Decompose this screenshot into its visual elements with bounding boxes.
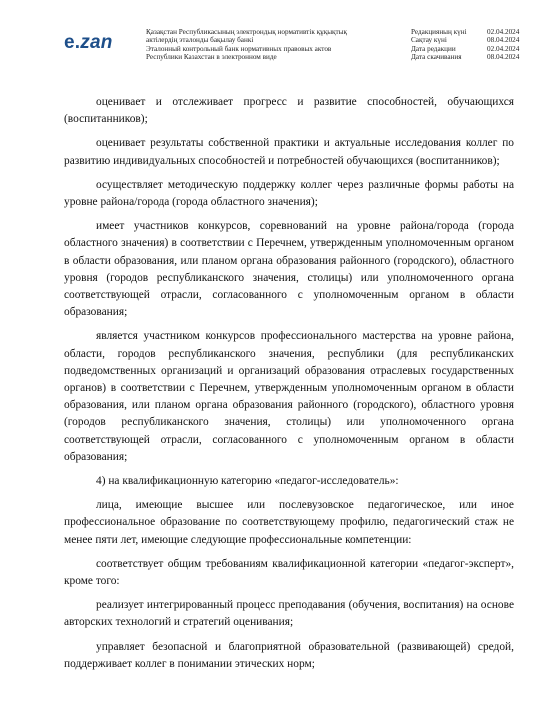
date-row: Сақтау күні 08.04.2024: [411, 36, 520, 45]
date-row: Редакцияның күні 02.04.2024: [411, 28, 520, 36]
document-body: [64, 94, 514, 680]
bank-title-line: Республики Казахстан в электронном виде: [146, 52, 277, 61]
document-dates: [411, 28, 531, 61]
paragraph: оценивает результаты собственной практики и актуальные исследования коллег по развитию индивидуальных способностей и потребностей обучающихся (воспитанников);: [64, 137, 514, 167]
bank-title-line: Эталонный контрольный банк нормативных правовых актов: [146, 44, 332, 53]
paragraph: лица, имеющие высшее или послевузовское педагогическое, или иное профессиональное образование по соответствующему профилю, педагогический стаж не менее пяти лет, имеющие следующие профессиональные компетенции:: [64, 499, 514, 546]
document-header: [0, 0, 557, 70]
date-row: Дата редакции 02.04.2024: [411, 44, 520, 53]
paragraph: является участником конкурсов профессионального мастерства на уровне района, области, городов республиканского значения, республики (для республиканских подведомственных организаций и организаций образования отраслевых государственных органов) в соответствии с Перечнем, утвержденным уполномоченным органом в области образования, или планом органа образования районного (городского), областного уровня (городов республиканского значения, столицы) или уполномоченного органа соответствующей отрасли, согласованного с уполномоченным органом в области образования;: [64, 330, 514, 463]
paragraph: имеет участников конкурсов, соревнований на уровне района/города (города областного значения) в соответствии с Перечнем, утвержденным уполномоченным органом в области образования, или планом органа образования районного (городского), областного уровня (городов республиканского значения, столицы) или уполномоченного органа соответствующей отрасли, согласованного с уполномоченным органом в области образования;: [64, 220, 514, 319]
paragraph: оценивает и отслеживает прогресс и развитие способностей, обучающихся (воспитанников);: [64, 96, 514, 126]
paragraph: 4) на квалификационную категорию «педагог-исследователь»:: [96, 475, 399, 488]
paragraph: реализует интегрированный процесс преподавания (обучения, воспитания) на основе авторских технологий и стратегий оценивания;: [64, 599, 514, 629]
paragraph: соответствует общим требованиям квалификационной категории «педагог-эксперт», кроме того:: [64, 557, 514, 588]
bank-title: [146, 28, 396, 61]
ezan-logo: e.zan: [64, 32, 113, 53]
paragraph: осуществляет методическую поддержку коллег через различные формы работы на уровне района/города (города областного значения);: [64, 178, 514, 209]
paragraph: управляет безопасной и благоприятной образовательной (развивающей) средой, поддерживает коллег в понимании этических норм;: [64, 640, 514, 670]
date-row: Дата скачивания 08.04.2024: [411, 52, 520, 61]
bank-title-line: Қазақстан Республикасының электрондық нормативтік құқықтық: [146, 28, 347, 36]
bank-title-line: актілердің эталонды бақылау банкі: [146, 36, 254, 45]
